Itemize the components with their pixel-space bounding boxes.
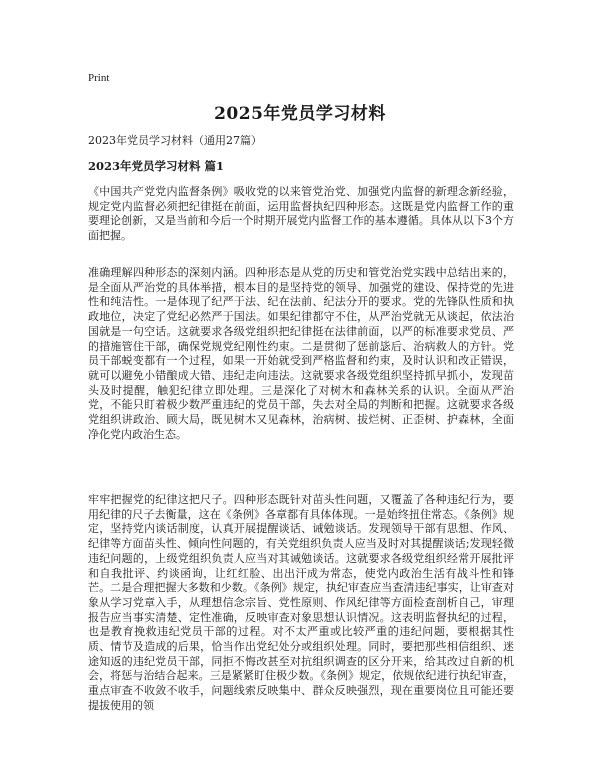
document-subtitle: 2023年党员学习材料（通用27篇）: [88, 134, 262, 147]
document-title: 2025年党员学习材料: [214, 104, 386, 124]
print-link[interactable]: Print: [88, 72, 110, 84]
body-paragraph-2: 准确理解四种形态的深刻内涵。四种形态是从党的历史和管党治党实践中总结出来的，是全面从严治党的具体举措，根本目的是坚持党的领导、加强党的建设、保持党的先进性和纯洁性。一是体现了纪严于法、纪在法前、纪法分开的要求。党的先锋队性质和执政地位，决定了党纪必然严于国法。如果纪律都守不住，从严治党就无从谈起，依法治国就是一句空话。这就要求各级党组织把纪律挺在法律前面，以严的标准要求党员、严的措施管住干部，确保党规党纪刚性约束。二是贯彻了惩前毖后、治病救人的方针。党员干部蜕变都有一个过程，如果一开始就受到严格监督和约束，及时认识和改正错误，就可以避免小错酿成大错、违纪走向违法。这就要求各级党组织坚持抓早抓小，发现苗头及时提醒，触犯纪律立即处理。三是深化了对树木和森林关系的认识。全面从严治党，不能只盯着极少数严重违纪的党员干部，失去对全局的判断和把握。这就要求各级党组织讲政治、顾大局，既见树木又见森林，治病树、拔烂树、正歪树、护森林，全面净化党内政治生态。: [88, 266, 514, 441]
body-paragraph-3: 牢牢把握党的纪律这把尺子。四种形态既针对苗头性问题，又覆盖了各种违纪行为，要用纪律的尺子去衡量，这在《条例》各章都有具体体现。一是始终扭住常态。《条例》规定，坚持党内谈话制度，认真开展提醒谈话、诫勉谈话。发现领导干部有思想、作风、纪律等方面苗头性、倾向性问题的，有关党组织负责人应当及时对其提醒谈话;发现轻微违纪问题的，上级党组织负责人应当对其诫勉谈话。这就要求各级党组织经常开展批评和自我批评、约谈函询，让红红脸、出出汗成为常态，使党内政治生活有战斗性和锋芒。二是合理把握大多数和少数。《条例》规定，执纪审查应当查清违纪事实，让审查对象从学习党章入手，从理想信念宗旨、党性原则、作风纪律等方面检查剖析自己，审理报告应当事实清楚、定性准确，反映审查对象思想认识情况。这表明监督执纪的过程，也是教育挽救违纪党员干部的过程。对不太严重或比较严重的违纪问题，要根据其性质、情节及造成的后果，恰当作出党纪处分或组织处理。同时，要把那些相信组织、迷途知返的违纪党员干部，同拒不悔改甚至对抗组织调查的区分开来，给其改过自新的机会，将惩与治结合起来。三是紧紧盯住极少数。《条例》规定，依规依纪进行执纪审查，重点审查不收敛不收手，问题线索反映集中、群众反映强烈，现在重要岗位且可能还要提拔使用的领: [88, 493, 514, 712]
body-paragraph-1: 《中国共产党党内监督条例》吸收党的以来管党治党、加强党内监督的新理念新经验，规定党内监督必须把纪律挺在前面，运用监督执纪四种形态。这既是党内监督工作的重要理论创新，又是当前和今后一个时期开展党内监督工作的基本遵循。具体从以下3个方面把握。: [88, 185, 514, 243]
section-heading: 2023年党员学习材料 篇1: [88, 159, 225, 173]
